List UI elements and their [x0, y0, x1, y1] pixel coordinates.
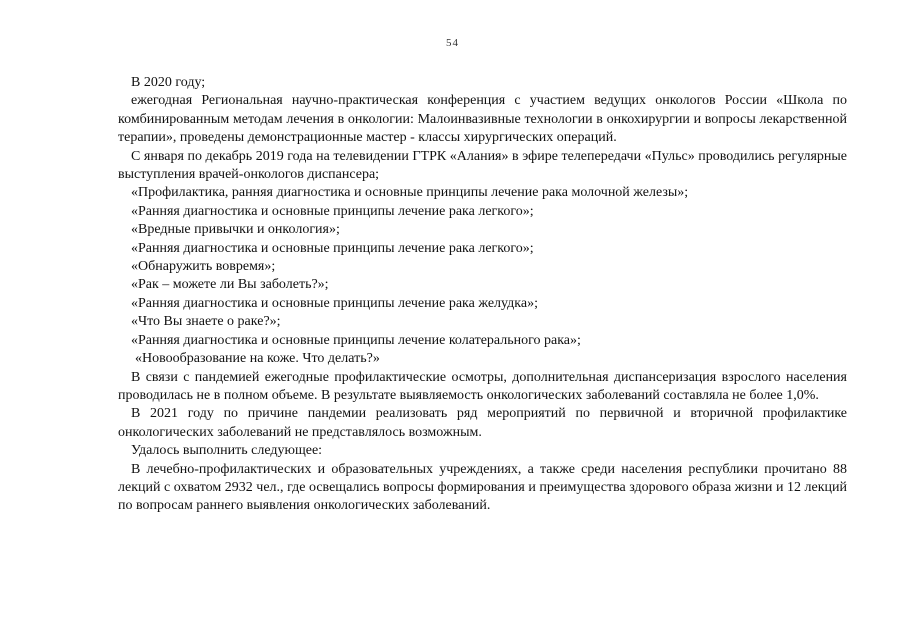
year-2020-heading: В 2020 году; — [131, 75, 206, 90]
pandemic-paragraph: В связи с пандемией ежегодные профилактические осмотры, дополнительная диспансеризация взрослого населения проводилась не в полном объеме. В результате выявляемость онкологических заболеваний составляла не более 1,0%. — [118, 369, 847, 403]
list-item: «Обнаружить вовремя»; — [131, 259, 276, 275]
year-2020-paragraph: ежегодная Региональная научно-практическая конференция с участием ведущих онкологов России «Школа по комбинированным методам лечения в онкологии: Малоинвазивные технологии в онкохирургии и вопросы лекарственной терапии», проведены демонстрационные мастер - классы хирургических операций. — [118, 93, 847, 146]
year-2021-paragraph: В 2021 году по причине пандемии реализовать ряд мероприятий по первичной и вторичной профилактике онкологических заболеваний не представлялось возможным. — [118, 406, 847, 440]
list-item: «Рак – можете ли Вы заболеть?»; — [131, 277, 329, 293]
list-item: «Что Вы знаете о раке?»; — [131, 314, 281, 330]
list-item: «Ранняя диагностика и основные принципы лечение рака легкого»; — [131, 203, 534, 219]
list-item: «Вредные привычки и онкология»; — [131, 222, 340, 238]
list-item: «Ранняя диагностика и основные принципы лечение рака легкого»; — [131, 240, 534, 256]
page-number: 54 — [446, 37, 459, 49]
tv-topics-list — [118, 184, 847, 368]
list-item: «Ранняя диагностика и основные принципы лечение рака желудка»; — [131, 295, 538, 311]
list-item: «Профилактика, ранняя диагностика и основные принципы лечение рака молочной железы»; — [131, 185, 689, 201]
tv-intro-paragraph: С января по декабрь 2019 года на телевидении ГТРК «Алания» в эфире телепередачи «Пульс» проводились регулярные выступления врачей-онкологов диспансера; — [118, 148, 847, 183]
list-item: «Ранняя диагностика и основные принципы лечение колатерального рака»; — [131, 332, 581, 348]
document-body — [118, 74, 847, 516]
list-item: «Новообразование на коже. Что делать?» — [135, 351, 380, 367]
lectures-paragraph: В лечебно-профилактических и образовательных учреждениях, а также среди населения республики прочитано 88 лекций с охватом 2932 чел., где освещались вопросы формирования и преимущества здорового образа жизни и 12 лекций по вопросам раннего выявления онкологических заболеваний. — [118, 461, 847, 514]
achieved-heading: Удалось выполнить следующее: — [131, 443, 323, 459]
